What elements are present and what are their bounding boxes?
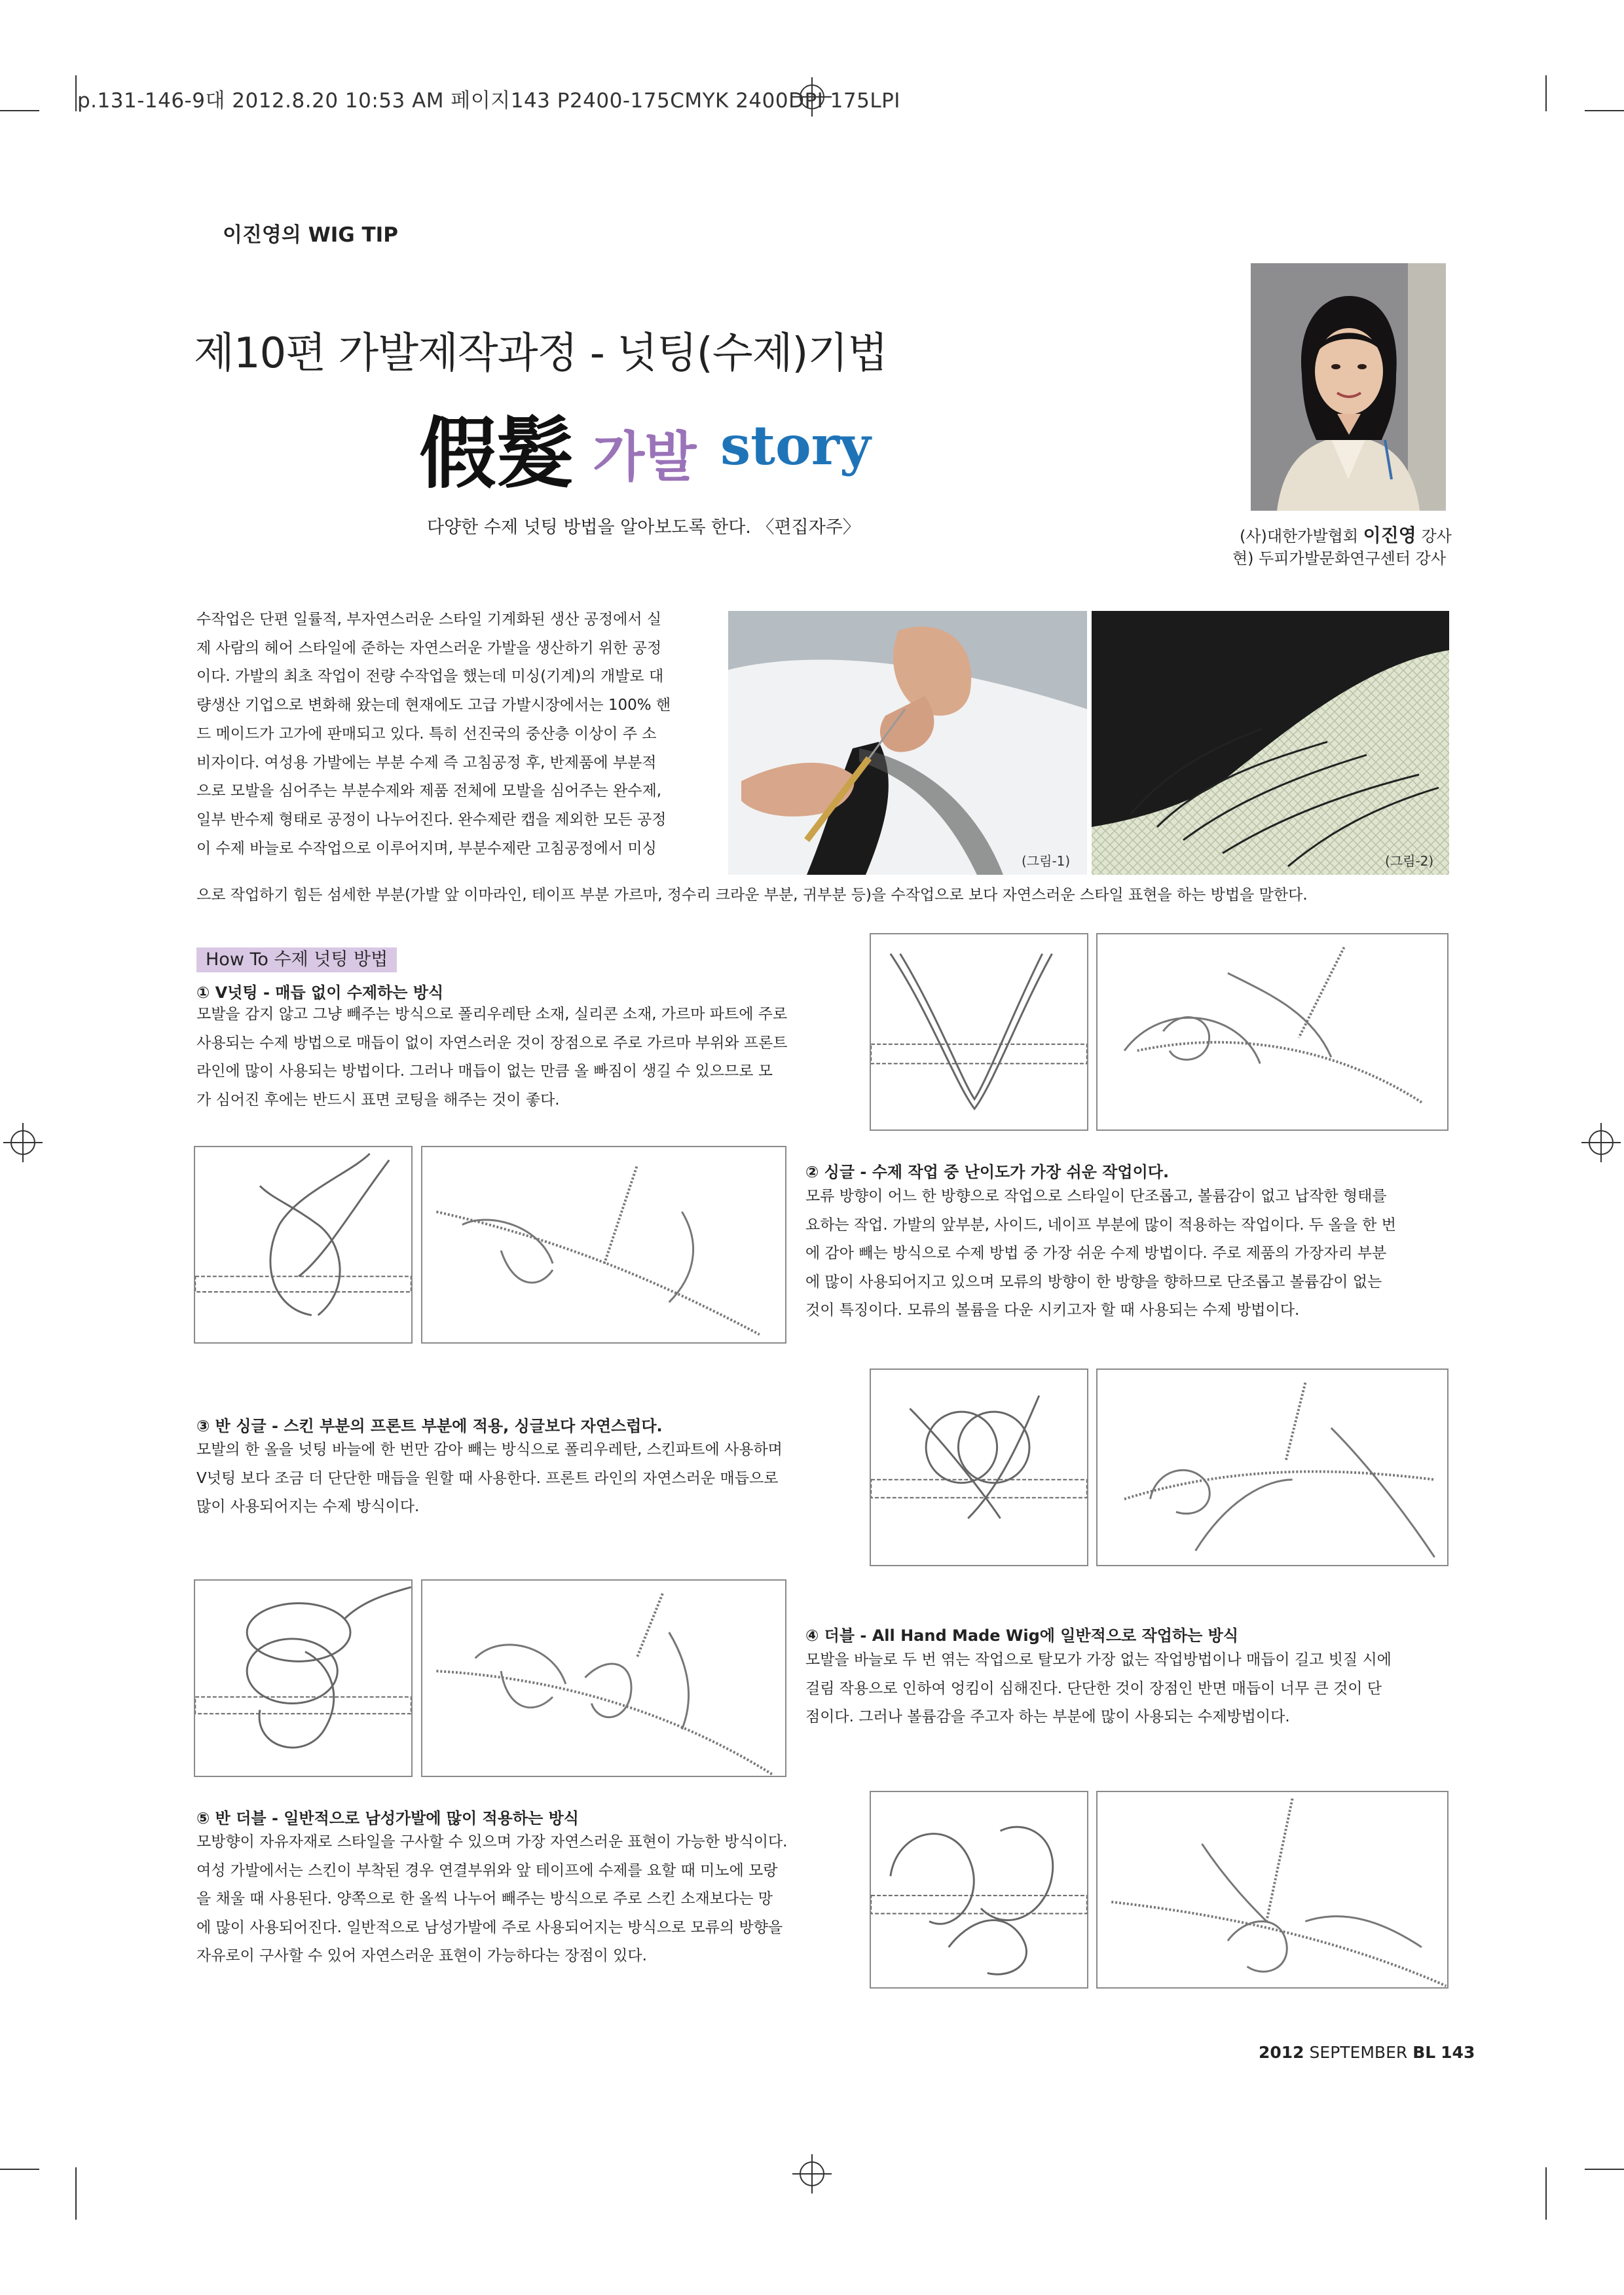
step-line: 점이다. 그러나 볼륨감을 주고자 하는 부분에 많이 사용되는 수제방법이다. xyxy=(805,1708,1290,1725)
registration-mark-left xyxy=(3,1123,43,1162)
step-line: 사용되는 수제 방법으로 매듭이 없이 자연스러운 것이 장점으로 주로 가르마 부위와 프론트 xyxy=(196,1034,788,1052)
folio-year: 2012 xyxy=(1259,2043,1304,2062)
crop-mark xyxy=(1585,2169,1624,2170)
title-hanja: 假髮 xyxy=(419,408,574,499)
v-knot-illustration xyxy=(871,934,1087,1129)
step-line: 많이 사용되어지는 수제 방식이다. xyxy=(196,1498,420,1515)
step-4-body xyxy=(805,1646,1449,1732)
double-knot-diagram xyxy=(194,1579,413,1777)
intro-line: 이 수제 바늘로 수작업으로 이루어지며, 부분수제란 고침공정에서 미싱 xyxy=(196,839,657,857)
step-2-title: ② 싱글 - 수제 작업 중 난이도가 가장 쉬운 작업이다. xyxy=(805,1163,1170,1181)
step-line: 걸림 작용으로 인하여 엉킴이 심해진다. 단단한 것이 장점인 반면 매듭이 너무 큰 것이 단 xyxy=(805,1680,1382,1697)
step-2-body xyxy=(805,1183,1449,1325)
author-affiliation-suffix: 강사 xyxy=(1416,527,1452,545)
intro-line: 드 메이드가 고가에 판매되고 있다. 특히 선진국의 중산층 이상이 주 소 xyxy=(196,725,657,743)
intro-line: 비자이다. 여성용 가발에는 부분 수제 즉 고침공정 후, 반제품에 부분적 xyxy=(196,754,657,771)
hand-knotting-illustration xyxy=(728,611,1087,875)
author-photo xyxy=(1251,263,1446,511)
step-line: 라인에 많이 사용되는 방법이다. 그러나 매듭이 없는 만큼 올 빠짐이 생길 수 있으므로 모 xyxy=(196,1063,773,1080)
print-slug: p.131-146-9대 2012.8.20 10:53 AM 페이지143 P2400-175CMYK 2400DPI 175LPI xyxy=(77,89,900,113)
figure-caption-1: (그림-1) xyxy=(1022,853,1071,869)
step-5-body xyxy=(196,1828,838,1971)
single-knot-needle-diagram xyxy=(421,1146,786,1344)
hand-knotting-photo xyxy=(728,611,1087,875)
intro-line: 량생산 기업으로 변화해 왔는데 현재에도 고급 가발시장에서는 100% 핸 xyxy=(196,697,671,714)
author-portrait-illustration xyxy=(1251,263,1446,511)
step-line: 자유로이 구사할 수 있어 자연스러운 표현이 가능하다는 장점이 있다. xyxy=(196,1947,647,1964)
step-line: 모발의 한 올을 넛팅 바늘에 한 번만 감아 빼는 방식으로 폴리우레탄, 스킨파트에 사용하며 xyxy=(196,1441,783,1458)
author-name: 이진영 xyxy=(1363,524,1416,546)
step-line: 가 심어진 후에는 반드시 표면 코팅을 해주는 것이 좋다. xyxy=(196,1091,560,1109)
howto-heading: How To 수제 넛팅 방법 xyxy=(196,947,397,972)
folio-magazine: BL xyxy=(1412,2043,1436,2062)
half-double-knot-illustration xyxy=(871,1792,1087,1987)
step-line: 모방향이 자유자재로 스타일을 구사할 수 있으며 가장 자연스러운 표현이 가능한 방식이다. xyxy=(196,1833,788,1850)
intro-line: 일부 반수제 형태로 공정이 나누어진다. 완수제란 캡을 제외한 모든 공정 xyxy=(196,811,667,828)
intro-line: 이다. 가발의 최초 작업이 전량 수작업을 했는데 미싱(기계)의 개발로 대 xyxy=(196,668,664,686)
step-3-body xyxy=(196,1436,838,1522)
half-single-knot-diagram xyxy=(870,1368,1088,1566)
hair-mesh-photo xyxy=(1092,611,1449,875)
single-knot-illustration xyxy=(195,1147,411,1342)
single-knot-diagram xyxy=(194,1146,413,1344)
intro-line: 으로 모발을 심어주는 부분수제와 제품 전체에 모발을 심어주는 완수제, xyxy=(196,782,662,800)
author-affiliation-prefix: (사)대한가발협회 xyxy=(1240,527,1363,545)
crop-mark xyxy=(0,110,39,111)
step-line: 을 채울 때 사용된다. 양쪽으로 한 올씩 나누어 빼주는 방식으로 주로 스킨 소재보다는 망 xyxy=(196,1890,773,1907)
folio-month: SEPTEMBER xyxy=(1309,2043,1408,2062)
intro-line: 수작업은 단편 일률적, 부자연스러운 스타일 기계화된 생산 공정에서 실 xyxy=(196,611,662,628)
article-title: 제10편 가발제작과정 - 넛팅(수제)기법 xyxy=(194,329,888,378)
step-line: 것이 특징이다. 모류의 볼륨을 다운 시키고자 할 때 사용되는 수제 방법이다. xyxy=(805,1302,1300,1319)
crop-mark xyxy=(75,2167,77,2220)
step-line: 에 많이 사용되어지고 있으며 모류의 방향이 한 방향을 향하므로 단조롭고 볼륨감이 없는 xyxy=(805,1273,1382,1291)
crop-mark xyxy=(1585,110,1624,111)
step-line: 여성 가발에서는 스킨이 부착된 경우 연결부위와 앞 테이프에 수제를 요할 때 미노에 모랑 xyxy=(196,1862,778,1879)
half-double-needle-illustration xyxy=(1098,1792,1447,1987)
step-line: 에 감아 빼는 방식으로 수제 방법 중 가장 쉬운 수제 방법이다. 주로 제품의 가장자리 부분 xyxy=(805,1245,1387,1262)
section-tag: 이진영의 WIG TIP xyxy=(223,223,398,247)
crop-mark xyxy=(1545,75,1547,111)
hair-mesh-illustration xyxy=(1092,611,1449,875)
single-knot-needle-illustration xyxy=(422,1147,785,1342)
v-knot-diagram xyxy=(870,933,1088,1131)
crop-mark xyxy=(1545,2167,1547,2220)
title-english-word: story xyxy=(720,414,871,477)
crop-mark xyxy=(0,2169,39,2170)
step-line: V넛팅 보다 조금 더 단단한 매듭을 원할 때 사용한다. 프론트 라인의 자연스러운 매듭으로 xyxy=(196,1469,779,1487)
author-affiliation-line1 xyxy=(1240,521,1452,547)
intro-line: 제 사람의 헤어 스타일에 준하는 자연스러운 가발을 생산하기 위한 공정 xyxy=(196,639,662,657)
registration-mark-right xyxy=(1581,1123,1621,1162)
title-korean-word: 가발 xyxy=(593,426,697,488)
folio-page: 143 xyxy=(1441,2043,1475,2062)
double-knot-illustration xyxy=(195,1581,411,1776)
author-affiliation-line2: 현) 두피가발문화연구센터 강사 xyxy=(1232,549,1447,568)
step-5-title: ⑤ 반 더블 - 일반적으로 남성가발에 많이 적용하는 방식 xyxy=(196,1809,579,1827)
half-double-needle-diagram xyxy=(1096,1791,1449,1989)
half-single-needle-illustration xyxy=(1098,1370,1447,1565)
half-double-knot-diagram xyxy=(870,1791,1088,1989)
step-line: 에 많이 사용되어진다. 일반적으로 남성가발에 주로 사용되어지는 방식으로 모류의 방향을 xyxy=(196,1919,783,1936)
double-knot-needle-diagram xyxy=(421,1579,786,1777)
step-1-title: ① V넛팅 - 매듭 없이 수제하는 방식 xyxy=(196,983,444,1002)
half-single-needle-diagram xyxy=(1096,1368,1449,1566)
double-knot-needle-illustration xyxy=(422,1581,785,1776)
step-1-body xyxy=(196,1001,838,1114)
step-4-title: ④ 더블 - All Hand Made Wig에 일반적으로 작업하는 방식 xyxy=(805,1626,1239,1645)
step-3-title: ③ 반 싱글 - 스킨 부분의 프론트 부분에 적용, 싱글보다 자연스럽다. xyxy=(196,1417,663,1435)
half-single-knot-illustration xyxy=(871,1370,1087,1565)
intro-paragraph xyxy=(196,606,707,863)
page-folio xyxy=(1259,2043,1475,2062)
editor-subtitle: 다양한 수제 넛팅 방법을 알아보도록 한다. 〈편집자주〉 xyxy=(427,517,860,538)
step-line: 모발을 바늘로 두 번 엮는 작업으로 탈모가 가장 없는 작업방법이나 매듭이 길고 빗질 시에 xyxy=(805,1651,1392,1668)
step-line: 모류 방향이 어느 한 방향으로 작업으로 스타일이 단조롭고, 볼륨감이 없고 납작한 형태를 xyxy=(805,1188,1387,1205)
v-knot-needle-diagram xyxy=(1096,933,1449,1131)
figure-caption-2: (그림-2) xyxy=(1385,853,1434,869)
v-knot-needle-illustration xyxy=(1098,934,1447,1129)
step-line: 요하는 작업. 가발의 앞부분, 사이드, 네이프 부분에 많이 적용하는 작업이다. 두 올을 한 번 xyxy=(805,1216,1396,1234)
step-line: 모발을 감지 않고 그냥 빼주는 방식으로 폴리우레탄 소재, 실리콘 소재, 가르마 파트에 주로 xyxy=(196,1006,788,1023)
registration-mark-bottom xyxy=(792,2154,832,2194)
crop-mark xyxy=(75,75,77,111)
intro-last-line: 으로 작업하기 힘든 섬세한 부분(가발 앞 이마라인, 테이프 부분 가르마, 정수리 크라운 부분, 귀부분 등)을 수작업으로 보다 자연스러운 스타일 표현을 하는 방법을 말한다. xyxy=(196,887,1308,904)
